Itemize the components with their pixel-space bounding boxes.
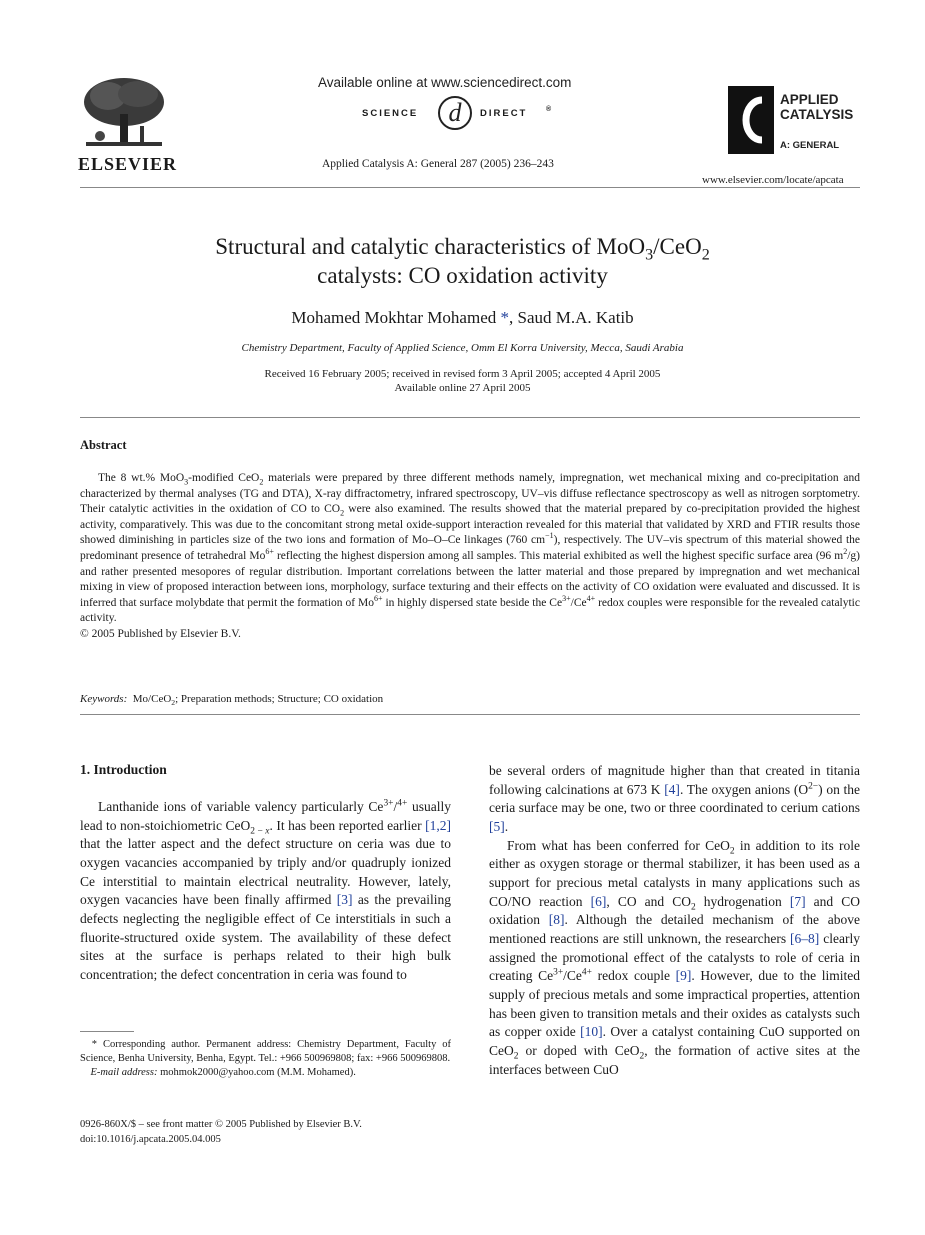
applied-catalysis-logo [728, 86, 860, 158]
header-divider [80, 187, 860, 188]
doi-line: doi:10.1016/j.apcata.2005.04.005 [80, 1133, 221, 1145]
abstract-top-rule [80, 417, 860, 418]
section-heading-introduction: 1. Introduction [80, 762, 167, 777]
author-list: Mohamed Mokhtar Mohamed *, Saud M.A. Katib [291, 308, 634, 327]
publication-info [80, 1118, 362, 1147]
sd-registered-mark: ® [546, 106, 554, 113]
journal-url-link[interactable]: www.elsevier.com/locate/apcata [702, 174, 844, 186]
keywords: Keywords: Mo/CeO$_2$; Preparation methods; Structure; CO oxidation [80, 693, 384, 708]
received-dates: Received 16 February 2005; received in revised form 3 April 2005; accepted 4 April 2005 [264, 368, 661, 380]
available-online-date: Available online 27 April 2005 [394, 382, 531, 394]
article-title: Structural and catalytic characteristics of MoO$_3$/CeO$_2$ catalysts: CO oxidation activity [215, 234, 710, 288]
journal-logo-title [780, 92, 853, 122]
svg-text:d: d [448, 98, 462, 127]
abstract-body: The 8 wt.% MoO$_3$-modified CeO$_2$ materials were prepared by three different methods namely, impregnation, wet mechanical mixing and co-precipitation and characterized by thermal analyses (TG and DTA), X-ray diffractometry, infrared spectroscopy, UV–vis diffuse reflectance spectroscopy as well as nitrogen sorptometry. Their catalytic activities in the oxidation of CO to $CO_2$ were also examined. The results showed that the material prepared by co-precipitation provided the highest activity, comparatively. This was due to the concomitant strong metal oxide-support interaction revealed for this material that validated by XRD and FTIR results those showed diminishing in particles size of the two ions and formation of Mo–O–Ce linkages (760 $cm^{-1}$), respectively. The UV–vis spectrum of this material showed the predominant presence of tetrahedral $Mo^{6+}$ reflecting the highest dispersion among all samples. This material exhibited as well the highest specific surface area (96 $m^2/g$) and rather presented mesopores of regular distribution. Important correlations between the latter material and those prepared by impregnation and wet mechanical mixing in view of proposed interaction between ions, morphology, surface texturing and their effects on the activity of CO oxidation were evaluated and discussed. It is inferred that surface molybdate that permit the formation of $Mo^{6+}$ in highly dispersed state beside the $Ce^{3+}/Ce^{4+}$ redox couples were responsible for the revealed catalytic activity. © 2005 Published by Elsevier B.V. [80, 472, 861, 640]
journal-logo-sub: A: GENERAL [780, 140, 840, 151]
elsevier-tree-icon [78, 74, 170, 152]
body-column-left: Lanthanide ions of variable valency particularly $Ce^{3+}/^{4+}$ usually lead to non-stoichiometric CeO$_{2 - x}$. It has been reported earlier [1,2] that the latter aspect and the defect structure on ceria was due to oxygen vacancies accompanied by triply and/or quadruply ionized Ce interstitial to maintain electrical neutrality. However, lately, oxygen vacancies have been finally affirmed [3] as the prevailing defects neglecting the negligible effect of Ce interstitials in such a fluorite-structured oxide system. The availability of these defect sites at the surface is perhaps related to their high bulk concentration; the defect concentration in ceria was found to [80, 798, 452, 982]
issn-line: 0926-860X/$ – see front matter © 2005 Published by Elsevier B.V. [80, 1119, 362, 1130]
affiliation: Chemistry Department, Faculty of Applied Science, Omm El Korra University, Mecca, Saudi Arabia [241, 342, 684, 354]
journal-logo-line2: CATALYSIS [780, 107, 854, 122]
abstract-bottom-rule [80, 714, 860, 715]
elsevier-logo [78, 74, 178, 175]
footnote-rule [80, 1031, 134, 1032]
sciencedirect-d-icon [436, 94, 474, 132]
article-dates [0, 367, 925, 395]
body-column-right: be several orders of magnitude higher than that created in titania following calcinations at 673 K [4]. The oxygen anions $(O^{2-})$ on the ceria surface may be one, two or three coordinated to cerium cations [5]. From what has been conferred for CeO$_2$ in addition to its role either as oxygen storage or thermal stabilizer, it has been used as a support for precious metal catalysts in many applications such as CO/NO reaction [6], CO and $CO_2$ hydrogenation [7] and CO oxidation [8]. Although the detailed mechanism of the above mentioned reactions are still unknown, the researchers [6–8] clearly assigned the promotional effect of the catalysts to role of ceria in creating $Ce^{3+}/Ce^{4+}$ redox couple [9]. However, due to the limited supply of precious metals and some impractical properties, attention has been given to transition metals and their oxides as catalysts such as copper oxide [10]. Over a catalyst containing CuO supported on CeO$_2$ or doped with CeO$_2$, the formation of active sites at the interfaces between CuO [489, 763, 861, 1077]
journal-logo-line1: APPLIED [780, 92, 839, 107]
journal-citation: Applied Catalysis A: General 287 (2005) 236–243 [322, 158, 554, 170]
available-online-banner: Available online at www.sciencedirect.com [318, 75, 572, 90]
sciencedirect-logo [360, 94, 560, 134]
corresponding-author-footnote: * Corresponding author. Permanent address: Chemistry Department, Faculty of Science, Benha University, Benha, Egypt. Tel.: +966 500969808; fax: +966 500969808. E-mail address: mohmok2000@yahoo.com (M.M. Mohamed). [80, 1039, 451, 1079]
elsevier-wordmark: ELSEVIER [78, 154, 178, 174]
journal-c-icon [728, 86, 774, 154]
abstract-heading: Abstract [80, 438, 127, 452]
sd-left-word: SCIENCE [362, 108, 419, 119]
sd-right-word: DIRECT [480, 108, 528, 119]
